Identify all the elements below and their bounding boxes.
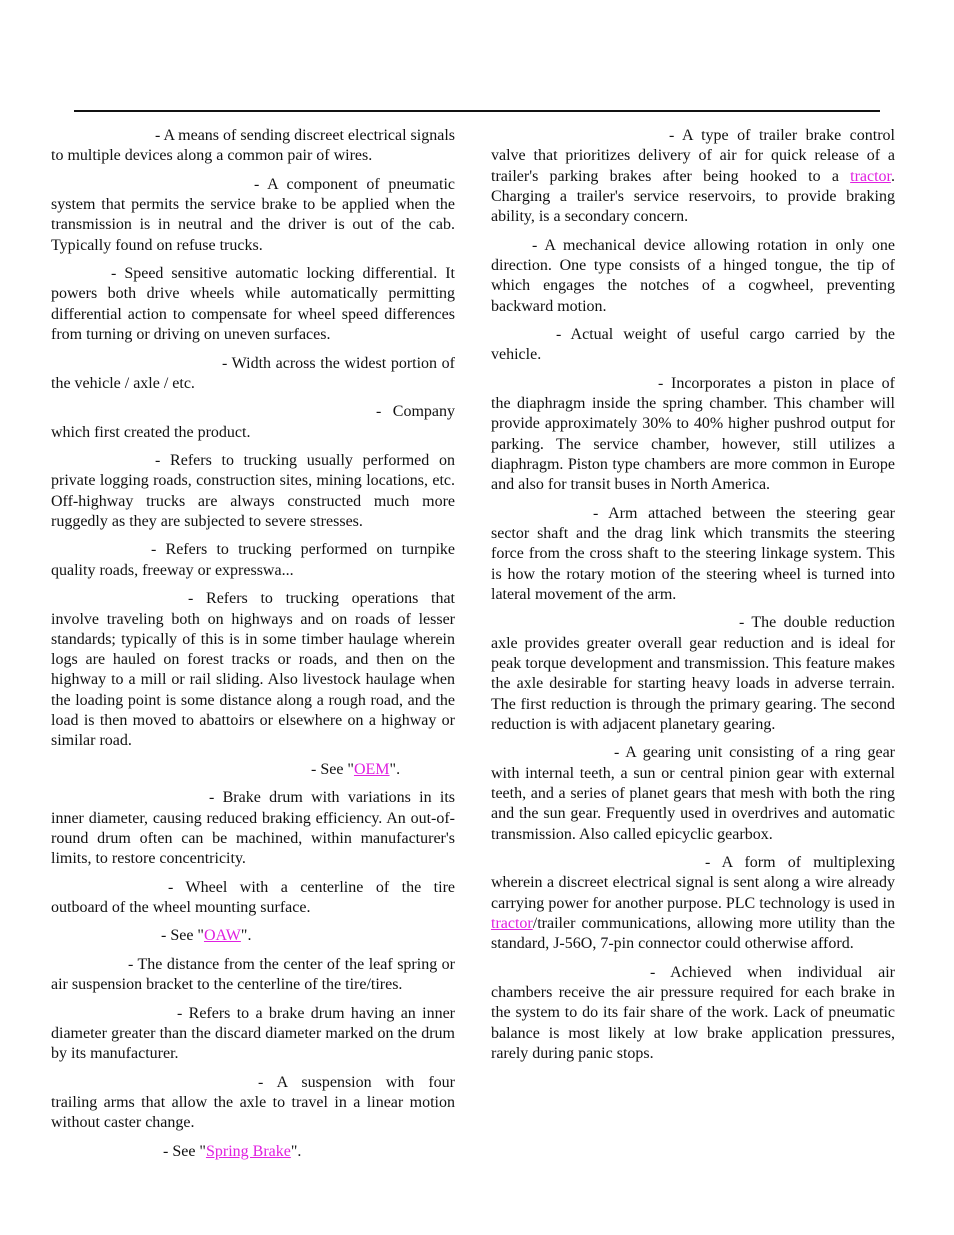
glossary-entry-plc bbox=[491, 853, 895, 954]
definition-text: - Refers to a brake drum having an inner diameter greater than the discard diameter marked on the drum by its manufacturer. bbox=[51, 1004, 455, 1063]
glossary-entry-oversize-drum bbox=[51, 1004, 455, 1065]
definition-text: - A gearing unit consisting of a ring gear with internal teeth, a sun or central pinion gear with external teeth, and a series of planet gears that mesh with both the ring and the sun gear. Frequently used in overdrives and automatic transmission. Also called epicyclic gearbox. bbox=[491, 744, 895, 843]
definition-text: - A component of pneumatic system that permits the service brake to be applied when the transmission is in neutral and the driver is out of the cab. Typically found on refuse trucks. bbox=[51, 175, 455, 254]
definition-text: - Refers to trucking performed on turnpike quality roads, freeway or expresswa... bbox=[51, 541, 455, 579]
definition-text: ". bbox=[389, 760, 401, 778]
glossary-entry-on-highway bbox=[51, 540, 455, 581]
right-column bbox=[491, 126, 895, 1072]
glossary-entry-park-priority-valve bbox=[491, 126, 895, 227]
glossary-entry-see-oaw bbox=[51, 926, 455, 946]
glossary-entry-payload bbox=[491, 325, 895, 366]
definition-text: - Refers to trucking operations that involve traveling both on highways and on roads of lesser standards; typically of this is in some timber haulage wherein logs are hauled on forest tracks or roads, and then on the highway to a mill or rail sliding. Also livestock haulage when the loading point is some distance along a rough road, and the load is then moved to abattoirs or elsewhere on a highway or similar road. bbox=[51, 590, 455, 750]
glossary-entry-locking-differential bbox=[51, 264, 455, 345]
glossary-entry-see-oem bbox=[51, 760, 455, 780]
oem-link[interactable]: OEM bbox=[353, 760, 390, 778]
glossary-entry-planetary-double-reduction bbox=[491, 613, 895, 735]
definition-text: . Charging a trailer's service reservoirs, to provide braking ability, is a secondary concern. bbox=[491, 167, 895, 226]
tractor-link[interactable]: tractor bbox=[850, 167, 891, 185]
definition-text: - A mechanical device allowing rotation in only one direction. One type consists of a hinged tongue, the tip of which engages the notches of a cogwheel, preventing backward motion. bbox=[491, 236, 895, 315]
definition-text: ". bbox=[290, 1142, 302, 1160]
definition-text: - Wheel with a centerline of the tire outboard of the wheel mounting surface. bbox=[51, 878, 455, 916]
glossary-entry-overhang bbox=[51, 955, 455, 996]
definition-text: - Brake drum with variations in its inner diameter, causing reduced braking efficiency. An out-of-round drum often can be machined, within manufacturer's limits, to restore concentricity. bbox=[51, 789, 455, 868]
definition-text: - See " bbox=[311, 760, 354, 778]
definition-text: - Refers to trucking usually performed on private logging roads, construction sites, mining locations, etc. Off-highway trucks are always constructed much more ruggedly as they are subjected to severe stresses. bbox=[51, 452, 455, 530]
definition-text: - Achieved when individual air chambers receive the air pressure required for each brake in the system to do its fair share of the work. Lack of pneumatic balance is most likely at low brake application pressures, rarely during panic stops. bbox=[491, 963, 895, 1062]
glossary-entry-outset-wheel bbox=[51, 878, 455, 919]
definition-text: - Incorporates a piston in place of the diaphragm inside the spring chamber. This chamber will provide approximately 30% to 40% higher pushrod output for parking. The service chamber, however, still utilizes a diaphragm. Piston type chambers are more common in Europe and also for transit buses in North America. bbox=[491, 374, 895, 494]
tractor-link[interactable]: tractor bbox=[491, 915, 533, 932]
header-rule bbox=[74, 110, 880, 112]
glossary-entry-piston-brake-chamber bbox=[491, 374, 895, 496]
definition-text: - A suspension with four trailing arms that allow the axle to travel in a linear motion without caster change. bbox=[51, 1073, 455, 1132]
glossary-entry-neutral-brake bbox=[51, 175, 455, 256]
definition-text: ". bbox=[240, 927, 252, 945]
glossary-entry-oem bbox=[51, 402, 455, 443]
glossary-entry-pitman-arm bbox=[491, 504, 895, 605]
glossary-entry-planetary-gear-set bbox=[491, 743, 895, 844]
glossary-entry-out-of-round bbox=[51, 788, 455, 869]
definition-text: - The double reduction axle provides greater overall gear reduction and is ideal for peak torque development and transmission. This feature makes the axle desirable for starting heavy loads in adverse terrain. The first reduction is through the primary gearing. The second reduction is with adjacent planetary gearing. bbox=[491, 614, 895, 733]
definition-text: - Company which first created the product. bbox=[51, 403, 455, 441]
definition-text: - Speed sensitive automatic locking differential. It powers both drive wheels while automatically permitting differential action to compensate for wheel speed differences from turning or driving on uneven surfaces. bbox=[51, 265, 455, 344]
definition-text: - The distance from the center of the leaf spring or air suspension bracket to the centerline of the tire/tires. bbox=[51, 955, 455, 994]
definition-text: - Width across the widest portion of the vehicle / axle / etc. bbox=[51, 354, 455, 392]
definition-text: /trailer communications, allowing more utility than the standard, J-56O, 7-pin connector could otherwise afford. bbox=[491, 915, 895, 953]
glossary-entry-off-highway bbox=[51, 451, 455, 532]
glossary-entry-pneumatic-balance bbox=[491, 963, 895, 1064]
definition-text: - Actual weight of useful cargo carried by the vehicle. bbox=[491, 326, 895, 364]
spring-brake-link[interactable]: Spring Brake bbox=[205, 1142, 291, 1160]
definition-text: - See " bbox=[163, 1142, 206, 1160]
definition-text: - A type of trailer brake control valve that prioritizes delivery of air for quick release of a trailer's parking brakes after being hooked to a bbox=[491, 127, 895, 185]
definition-text: - See " bbox=[161, 927, 204, 945]
glossary-entry-parallelogram-suspension bbox=[51, 1073, 455, 1134]
glossary-entry-pawl bbox=[491, 236, 895, 317]
definition-text: - A form of multiplexing wherein a discreet electrical signal is sent along a wire already carrying power for another purpose. PLC technology is used in bbox=[491, 854, 895, 912]
definition-text: - Arm attached between the steering gear sector shaft and the drag link which transmits the steering force from the cross shaft to the steering linkage system. This is how the rotary motion of the steering wheel is turned into lateral movement of the arm. bbox=[491, 504, 895, 603]
glossary-entry-overall-width bbox=[51, 354, 455, 395]
left-column bbox=[51, 126, 455, 1170]
glossary-entry-see-spring-brake bbox=[51, 1142, 455, 1162]
glossary-entry-on-off-highway bbox=[51, 589, 455, 751]
oaw-link[interactable]: OAW bbox=[203, 927, 241, 945]
definition-text: - A means of sending discreet electrical signals to multiple devices along a common pair of wires. bbox=[51, 127, 455, 165]
glossary-entry-multiplexing bbox=[51, 126, 455, 167]
